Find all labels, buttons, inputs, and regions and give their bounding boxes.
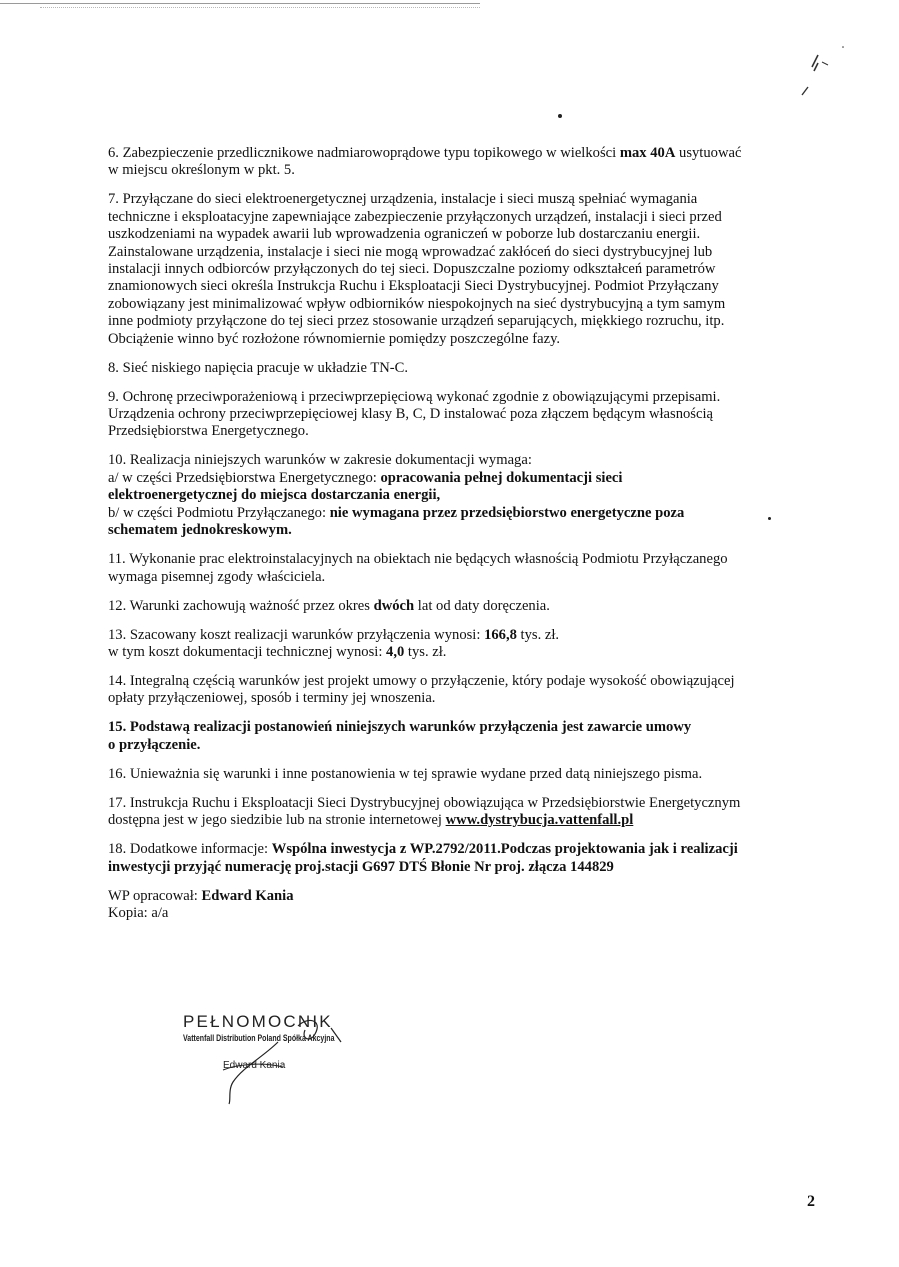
text-line: [108, 888, 826, 905]
text-line: [108, 841, 826, 858]
paragraph-16: [108, 766, 826, 783]
bold-text-run: o przyłączenie.: [108, 736, 201, 753]
handwritten-signature-icon: [183, 1012, 363, 1107]
text-run: 18. Dodatkowe informacje:: [108, 841, 272, 858]
paragraph-18: [108, 841, 826, 876]
paragraph-footer: [108, 888, 826, 923]
text-line: [108, 226, 826, 243]
text-run: 12. Warunki zachowują ważność przez okres: [108, 597, 374, 614]
text-line: [108, 905, 826, 922]
text-line: [108, 162, 826, 179]
text-line: [108, 406, 826, 423]
text-run: 14. Integralną częścią warunków jest projekt umowy o przyłączenie, który podaje wysokość obowiązującej: [108, 672, 735, 689]
text-run: techniczne i eksploatacyjne zapewniające zabezpieczenie przyłączonych urządzeń, instalacji i sieci przed: [108, 208, 722, 225]
text-line: [108, 278, 826, 295]
text-line: [108, 296, 826, 313]
text-run: zobowiązany jest minimalizować wpływ odbiorników niespokojnych na sieć dystrybucyjną a tym samym: [108, 295, 726, 312]
bold-text-run: 4,0: [386, 643, 405, 660]
text-run: 10. Realizacja niniejszych warunków w zakresie dokumentacji wymaga:: [108, 452, 532, 469]
paragraph-13: [108, 627, 826, 662]
text-run: w tym koszt dokumentacji technicznej wynosi:: [108, 643, 387, 660]
text-run: znamionowych sieci określa Instrukcja Ruchu i Eksploatacji Sieci Dystrybucyjnej. Podmiot Przyłączany: [108, 278, 719, 295]
text-line: [108, 859, 826, 876]
text-line: [108, 569, 826, 586]
text-run: instalacji innych odbiorców przyłączonych do tej sieci. Dopuszczalne poziomy odkształceń parametrów: [108, 261, 716, 278]
text-line: [108, 598, 826, 615]
text-line: [108, 644, 826, 661]
scan-edge-line: [0, 3, 480, 4]
paragraph-6: [108, 145, 826, 180]
text-run: Kopia: a/a: [108, 904, 169, 921]
paragraph-15: [108, 719, 826, 754]
bold-text-run: elektroenergetycznej do miejsca dostarczania energii,: [108, 487, 441, 504]
text-line: [108, 261, 826, 278]
paragraph-7: [108, 191, 826, 348]
text-line: [108, 505, 826, 522]
text-run: Przedsiębiorstwa Energetycznego.: [108, 423, 309, 440]
text-run: Urządzenia ochrony przeciwprzepięciowej klasy B, C, D instalować poza złączem będącym własnością: [108, 406, 713, 423]
bold-text-run: opracowania pełnej dokumentacji sieci: [380, 469, 623, 486]
bold-text-run: schematem jednokreskowym.: [108, 522, 292, 539]
text-run: tys. zł.: [516, 626, 560, 643]
text-line: [108, 191, 826, 208]
text-run: opłaty przyłączeniowej, sposób i terminy jej wnoszenia.: [108, 690, 436, 707]
text-line: [108, 389, 826, 406]
text-line: [108, 812, 826, 829]
text-run: 9. Ochronę przeciwporażeniową i przeciwprzepięciową wykonać zgodnie z obowiązującymi przepisami.: [108, 388, 721, 405]
text-line: [108, 487, 826, 504]
scan-speck: [558, 114, 562, 118]
handwritten-corner-mark-icon: [800, 45, 845, 100]
text-run: inne podmioty przyłączone do tej sieci przez stosowanie urządzeń separujących, miękkiego rozruchu, itp.: [108, 313, 725, 330]
bold-text-run: Wspólna inwestycja z WP.2792/2011.Podczas projektowania jak i realizacji: [271, 841, 738, 858]
text-run: w miejscu określonym w pkt. 5.: [108, 162, 295, 179]
bold-text-run: 15. Podstawą realizacji postanowień niniejszych warunków przyłączenia jest zawarcie umowy: [108, 719, 692, 736]
text-run: wymaga pisemnej zgody właściciela.: [108, 568, 326, 585]
signature-stamp: [183, 1012, 363, 1107]
text-line: [108, 795, 826, 812]
text-run: lat od daty doręczenia.: [414, 597, 550, 614]
text-line: [108, 737, 826, 754]
text-run: usytuować: [675, 145, 742, 161]
bold-text-run: nie wymagana przez przedsiębiorstwo energetyczne poza: [329, 504, 685, 521]
document-body: [108, 145, 826, 922]
paragraph-12: [108, 598, 826, 615]
page-number: 2: [807, 1193, 815, 1210]
paragraph-10: [108, 452, 826, 539]
stamp-title: PEŁNOMOCNIK: [183, 1012, 333, 1031]
paragraph-11: [108, 551, 826, 586]
text-run: 11. Wykonanie prac elektroinstalacyjnych na obiektach nie będących własnością Podmiotu Przyłączanego: [108, 551, 728, 568]
bold-text-run: max 40A: [619, 145, 676, 161]
text-line: [108, 690, 826, 707]
text-line: [108, 423, 826, 440]
text-run: dostępna jest w jego siedzibie lub na stronie internetowej: [108, 812, 446, 829]
text-run: 13. Szacowany koszt realizacji warunków przyłączenia wynosi:: [108, 626, 485, 643]
text-line: [108, 673, 826, 690]
text-run: 16. Unieważnia się warunki i inne postanowienia w tej sprawie wydane przed datą niniejszego pisma.: [108, 765, 703, 782]
stamp-company: Vattenfall Distribution Poland Spółka Akcyjna: [183, 1033, 335, 1043]
bold-text-run: 166,8: [484, 626, 517, 643]
text-line: [108, 145, 826, 162]
text-line: [108, 313, 826, 330]
text-line: [108, 331, 826, 348]
text-line: [108, 766, 826, 783]
text-run: 6. Zabezpieczenie przedlicznikowe nadmiarowoprądowe typu topikowego w wielkości: [108, 145, 620, 161]
text-line: [108, 522, 826, 539]
text-line: [108, 627, 826, 644]
text-run: Zainstalowane urządzenia, instalacje i sieci nie mogą wprowadzać zakłóceń do sieci dystrybucyjnej lub: [108, 243, 713, 260]
stamp-name: Edward Kania: [223, 1060, 286, 1071]
bold-text-run: inwestycji przyjąć numerację proj.stacji G697 DTŚ Błonie Nr proj. złącza 144829: [108, 858, 614, 875]
paragraph-9: [108, 389, 826, 441]
bold-text-run: Edward Kania: [201, 887, 294, 904]
scan-edge-line: [40, 7, 480, 8]
text-run: uszkodzeniami na wypadek awarii lub wprowadzenia ograniczeń w poborze lub dostarczaniu energii.: [108, 226, 701, 243]
text-line: [108, 452, 826, 469]
text-run: tys. zł.: [404, 643, 447, 660]
text-run: b/ w części Podmiotu Przyłączanego:: [108, 504, 330, 521]
text-line: [108, 244, 826, 261]
text-line: [108, 470, 826, 487]
text-run: 17. Instrukcja Ruchu i Eksploatacji Sieci Dystrybucyjnej obowiązująca w Przedsiębiorstwie Energetycznym: [108, 794, 741, 811]
text-line: [108, 360, 826, 377]
text-line: [108, 551, 826, 568]
paragraph-14: [108, 673, 826, 708]
paragraph-17: [108, 795, 826, 830]
website-link[interactable]: www.dystrybucja.vattenfall.pl: [445, 812, 634, 829]
text-line: [108, 209, 826, 226]
bold-text-run: dwóch: [373, 597, 415, 614]
text-run: a/ w części Przedsiębiorstwa Energetycznego:: [108, 469, 381, 486]
text-line: [108, 719, 826, 736]
text-run: 8. Sieć niskiego napięcia pracuje w układzie TN-C.: [108, 359, 409, 376]
paragraph-8: [108, 360, 826, 377]
text-run: Obciążenie winno być rozłożone równomiernie pomiędzy poszczególne fazy.: [108, 330, 561, 347]
text-run: WP opracował:: [108, 887, 202, 904]
text-run: 7. Przyłączane do sieci elektroenergetycznej urządzenia, instalacje i sieci muszą spełniać wymagania: [108, 191, 698, 208]
